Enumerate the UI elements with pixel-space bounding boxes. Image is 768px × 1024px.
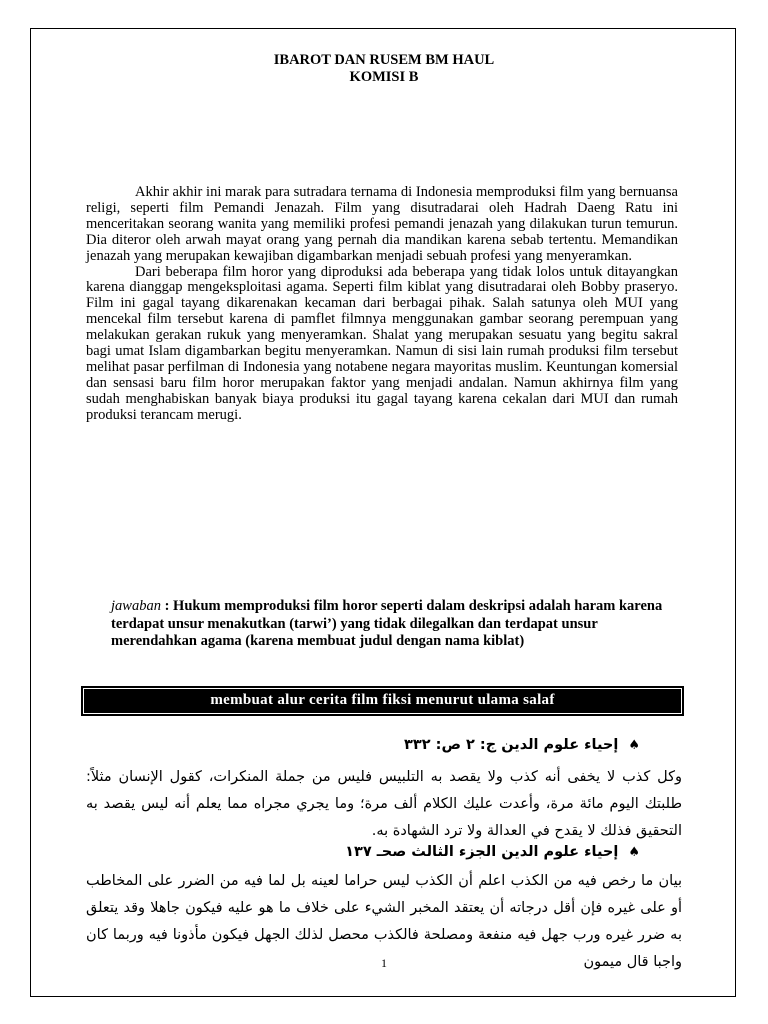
title-line-2: KOMISI B (349, 69, 419, 85)
description-body (86, 185, 678, 424)
spade-bullet-icon: ♠ (628, 844, 640, 860)
document-title (0, 52, 768, 86)
reference-source-2 (345, 844, 640, 860)
answer-block (111, 598, 678, 651)
answer-label: jawaban (111, 598, 161, 614)
page-number: 1 (381, 956, 387, 970)
section-banner (81, 686, 684, 716)
answer-text: Hukum memproduksi film horor seperti dalam deskripsi adalah haram karena terdapat unsur menakutkan (tarwi’) yang tidak dilegalkan dan terdapat unsur merendahkan agama (karena membuat judul dengan nama kiblat) (111, 598, 663, 649)
reference-text-2: بيان ما رخص فيه من الكذب اعلم أن الكذب ليس حراما لعينه بل لما فيه من الضرر على المخاطب أو على غيره فإن أقل درجاته أن يعتقد المخبر الشيء على خلاف ما هو عليه فيكون جاهلا وقد يتعلق به ضرر غيره ورب جهل فيه منفعة ومصلحة فالكذب محصل لذلك الجهل فيكون مأذونا فيه وربما كان واجبا قال ميمون (86, 873, 682, 970)
spade-bullet-icon: ♠ (628, 737, 640, 753)
answer-separator: : (160, 598, 174, 614)
description-paragraph-2: Dari beberapa film horor yang diproduksi ada beberapa yang tidak lolos untuk ditayangkan karena dianggap mengeksploitasi agama. Seperti film kiblat yang disutradarai oleh Bobby praseryo. Film ini gagal tayang dikarenakan kecaman dari berbagai pihak. Salah satunya oleh MUI yang mencekal film tersebut karena di pamflet filmnya menggunakan gambar seorang perempuan yang melakukan gerakan rukuk yang menyeramkan. Shalat yang merupakan sesuatu yang begitu sakral bagi umat Islam digambarkan begitu menyeramkan. Namun di sisi lain rumah produksi film tersebut melihat pasar perfilman di Indonesia yang notabene negara mayoritas muslim. Keuntungan komersial dan sensasi baru film horor merupakan faktor yang menjadi andalan. Namun akhirnya film yang sudah menghabiskan banyak biaya produksi itu gagal tayang karena cekalan dari MUI dan rumah produksi terancam merugi. (86, 263, 678, 423)
description-paragraph-1: Akhir akhir ini marak para sutradara ternama di Indonesia memproduksi film yang bernuansa religi, seperti film Pemandi Jenazah. Film yang disutradarai oleh Hadrah Daeng Ratu ini menceritakan seorang wanita yang memiliki profesi pemandi jenazah yang dilakukan turun temurun. Dia diteror oleh arwah mayat orang yang pernah dia mandikan karena sebab tertentu. Memandikan jenazah yang merupakan kewajiban digambarkan menjadi sebuah profesi yang menyeramkan. (86, 184, 678, 264)
reference-source-1 (404, 737, 640, 753)
reference-title-1: إحياء علوم الدين ج: ٢ ص: ٣٣٢ (404, 737, 619, 753)
reference-text-1: وكل كذب لا يخفى أنه كذب ولا يقصد به التلبيس فليس من جملة المنكرات، كقول الإنسان مثلاً: طلبتك اليوم مائة مرة، وأعدت عليك الكلام ألف مرة؛ وما يجري مجراه مما يعلم أنه ليس يقصد به التحقيق فذلك لا يقدح في العدالة ولا ترد الشهادة به. (86, 769, 682, 839)
reference-title-2: إحياء علوم الدين الجزء الثالث صحـ ١٣٧ (345, 844, 619, 860)
title-line-1: IBAROT DAN RUSEM BM HAUL (273, 52, 495, 68)
section-banner-text: membuat alur cerita film fiksi menurut ulama salaf (83, 688, 682, 714)
